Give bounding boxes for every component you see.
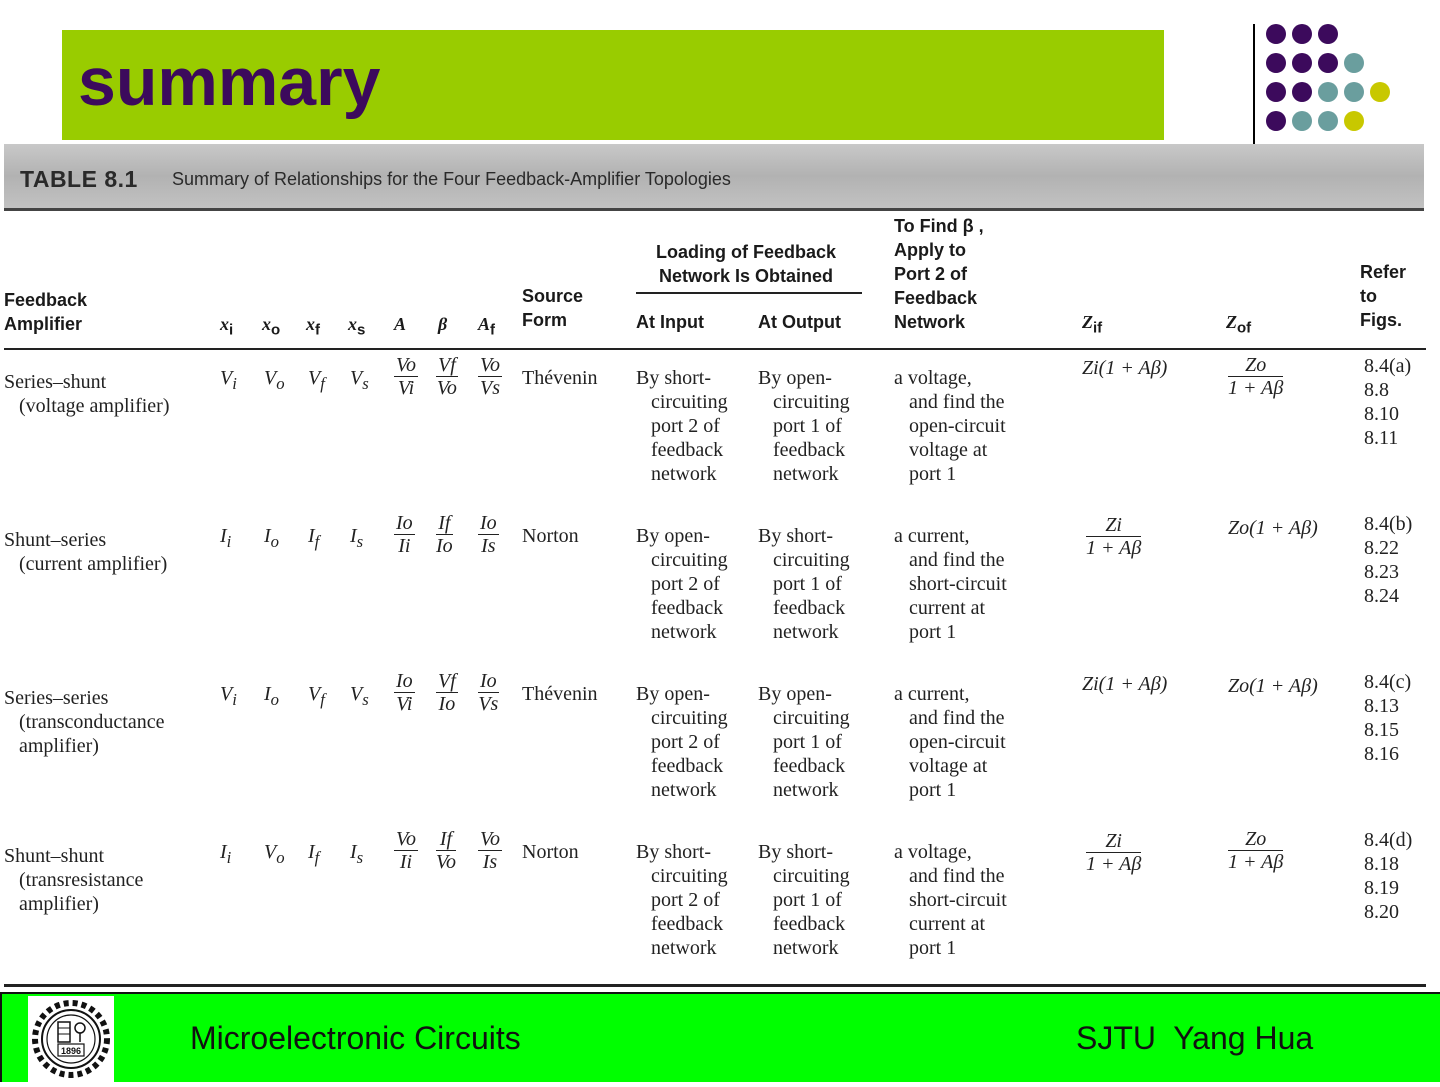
feedback-factor-beta-denominator: Io	[436, 535, 453, 557]
signal-xf	[308, 366, 325, 396]
amplifier-type: Shunt–series (current amplifier)	[4, 529, 168, 575]
feedback-factor-beta	[436, 828, 456, 873]
footer-course-name: Microelectronic Circuits	[190, 1020, 521, 1056]
amplifier-type: Series–shunt (voltage amplifier)	[4, 371, 170, 417]
closed-loop-gain-Af	[478, 828, 502, 873]
source-form: Thévenin	[522, 683, 598, 705]
input-impedance-zif: Zi(1 + Aβ)	[1082, 357, 1168, 379]
signal-xo	[264, 840, 285, 870]
title-bar	[62, 30, 1164, 140]
signal-xs-main: I	[350, 841, 357, 863]
feedback-factor-beta-denominator: Vo	[436, 851, 456, 873]
decorative-dot	[1344, 53, 1364, 73]
signal-xf-main: V	[308, 367, 321, 389]
source-form: Norton	[522, 525, 579, 547]
input-impedance-zif-denominator: 1 + Aβ	[1086, 853, 1142, 875]
gain-A	[394, 512, 415, 557]
feedback-factor-beta	[436, 512, 453, 557]
header-zif-sub: if	[1093, 319, 1103, 337]
feedback-factor-beta	[436, 354, 458, 399]
signal-xo-sub: o	[276, 374, 285, 393]
header-at-input: At Input	[636, 312, 704, 332]
output-impedance-zof-numerator: Zo	[1228, 354, 1283, 377]
header-to-find-beta: To Find β , Apply to Port 2 of Feedback Network	[894, 216, 984, 332]
feedback-factor-beta-numerator: Vf	[438, 670, 456, 692]
signal-xi-main: I	[220, 525, 227, 547]
signal-xf-main: V	[308, 683, 321, 705]
decorative-dot	[1266, 53, 1286, 73]
source-form: Norton	[522, 841, 579, 863]
output-impedance-zof-denominator: 1 + Aβ	[1228, 377, 1284, 399]
header-xf	[306, 312, 320, 343]
signal-xi-main: V	[220, 683, 233, 705]
loading-at-input: By short- circuiting port 2 of feedback network	[636, 841, 728, 959]
signal-xo-main: V	[264, 841, 277, 863]
closed-loop-gain-Af	[478, 512, 499, 557]
header-xs-sub: s	[357, 321, 366, 339]
output-impedance-zof: Zo(1 + Aβ)	[1228, 517, 1318, 539]
signal-xs-main: V	[350, 367, 363, 389]
signal-xs-sub: s	[362, 690, 369, 709]
signal-xf-sub: f	[314, 532, 320, 551]
decorative-dot	[1344, 82, 1364, 102]
table-number: TABLE 8.1	[20, 166, 138, 192]
signal-xs-main: V	[350, 683, 363, 705]
header-xo-sub: o	[271, 321, 281, 339]
header-xf-sub: f	[315, 321, 320, 339]
gain-A-numerator: Io	[396, 670, 413, 692]
signal-xo-sub: o	[276, 848, 285, 867]
gain-A-denominator: Vi	[396, 693, 413, 715]
feedback-factor-beta-denominator: Io	[438, 693, 456, 715]
loading-at-input: By open- circuiting port 2 of feedback network	[636, 683, 728, 801]
header-xs	[348, 312, 365, 343]
output-impedance-zof-denominator: 1 + Aβ	[1228, 851, 1284, 873]
signal-xo-sub: o	[270, 690, 279, 709]
figure-references: 8.4(b) 8.22 8.23 8.24	[1364, 513, 1413, 607]
signal-xs	[350, 682, 369, 712]
input-impedance-zif-numerator: Zi	[1086, 514, 1141, 537]
signal-xf	[308, 682, 325, 712]
gain-A-numerator: Vo	[396, 828, 416, 850]
signal-xi-main: V	[220, 367, 233, 389]
signal-xs-sub: s	[356, 532, 364, 551]
table-bottom-rule	[4, 984, 1426, 987]
signal-xs	[350, 366, 369, 396]
decorative-dot-grid	[1266, 24, 1396, 144]
header-zof-sub: of	[1237, 319, 1252, 337]
signal-xi	[220, 682, 237, 712]
gain-A-denominator: Ii	[399, 851, 413, 873]
signal-xo	[264, 682, 279, 712]
loading-at-output: By open- circuiting port 1 of feedback network	[758, 683, 850, 801]
signal-xo-main: I	[264, 683, 271, 705]
signal-xi-sub: i	[232, 374, 237, 393]
gain-A	[394, 670, 415, 715]
loading-at-output: By short- circuiting port 1 of feedback network	[758, 525, 850, 643]
header-A-main: A	[394, 314, 407, 334]
header-beta-main: β	[438, 314, 448, 334]
feedback-factor-beta-numerator: If	[436, 512, 453, 535]
figure-references: 8.4(a) 8.8 8.10 8.11	[1364, 355, 1412, 449]
gain-A-numerator: Io	[396, 512, 413, 534]
gear-seal-icon	[28, 996, 114, 1082]
signal-xs-sub: s	[356, 848, 364, 867]
closed-loop-gain-Af-denominator: Is	[482, 851, 498, 873]
decorative-dot	[1344, 111, 1364, 131]
header-source-form: Source Form	[522, 286, 584, 330]
header-zif-main: Z	[1082, 312, 1093, 332]
decorative-dot	[1292, 24, 1312, 44]
closed-loop-gain-Af-denominator: Is	[481, 535, 496, 557]
signal-xf-sub: f	[314, 848, 320, 867]
header-A	[394, 312, 406, 336]
header-xo-main: x	[262, 314, 271, 334]
signal-xi-sub: i	[226, 848, 232, 867]
signal-xi	[220, 366, 237, 396]
signal-xf-main: I	[308, 841, 315, 863]
title-divider	[1253, 24, 1255, 144]
header-Af-main: A	[478, 314, 491, 334]
gain-A-denominator: Vi	[397, 377, 415, 399]
feedback-factor-beta	[436, 670, 458, 715]
decorative-dot	[1266, 111, 1286, 131]
gain-A-denominator: Ii	[398, 535, 411, 557]
header-Af	[478, 312, 495, 343]
signal-xi	[220, 524, 231, 554]
decorative-dot	[1266, 82, 1286, 102]
signal-xo	[264, 524, 279, 554]
closed-loop-gain-Af-numerator: Io	[480, 512, 497, 534]
header-xs-main: x	[348, 314, 357, 334]
loading-at-input: By open- circuiting port 2 of feedback network	[636, 525, 728, 643]
to-find-beta: a voltage, and find the open-circuit voltage at port 1	[894, 367, 1006, 485]
closed-loop-gain-Af-numerator: Vo	[480, 828, 500, 850]
signal-xs-sub: s	[362, 374, 369, 393]
closed-loop-gain-Af-denominator: Vs	[480, 377, 500, 399]
feedback-factor-beta-numerator: Vf	[438, 354, 456, 376]
svg-text:1896: 1896	[60, 1046, 82, 1056]
amplifier-type: Series–series (transconductance amplifier)	[4, 687, 165, 757]
output-impedance-zof-numerator: Zo	[1228, 828, 1283, 851]
decorative-dot	[1318, 82, 1338, 102]
closed-loop-gain-Af-denominator: Vs	[478, 693, 499, 715]
decorative-dot	[1370, 82, 1390, 102]
loading-at-output: By open- circuiting port 1 of feedback network	[758, 367, 850, 485]
footer-author: SJTU Yang Hua	[1076, 1020, 1314, 1056]
header-refer-figs: Refer to Figs.	[1360, 262, 1407, 330]
gain-A	[394, 828, 418, 873]
feedback-factor-beta-denominator: Vo	[436, 377, 457, 399]
input-impedance-zif-numerator: Zi	[1086, 830, 1141, 853]
header-Af-sub: f	[490, 321, 496, 339]
decorative-dot	[1318, 53, 1338, 73]
to-find-beta: a current, and find the short-circuit current at port 1	[894, 525, 1007, 643]
feedback-factor-beta-numerator: If	[436, 828, 456, 851]
loading-at-output: By short- circuiting port 1 of feedback network	[758, 841, 850, 959]
header-at-output: At Output	[758, 312, 841, 332]
source-form: Thévenin	[522, 367, 598, 389]
header-xf-main: x	[306, 314, 315, 334]
decorative-dot	[1318, 24, 1338, 44]
loading-at-input: By short- circuiting port 2 of feedback network	[636, 367, 728, 485]
figure-references: 8.4(c) 8.13 8.15 8.16	[1364, 671, 1412, 765]
signal-xo-main: I	[264, 525, 271, 547]
signal-xi-main: I	[220, 841, 227, 863]
signal-xf-sub: f	[320, 374, 325, 393]
header-feedback-amplifier: Feedback Amplifier	[4, 290, 88, 334]
decorative-dot	[1292, 53, 1312, 73]
input-impedance-zif: Zi(1 + Aβ)	[1082, 673, 1168, 695]
to-find-beta: a current, and find the open-circuit voltage at port 1	[894, 683, 1006, 801]
table-caption-band	[4, 144, 1424, 211]
sjtu-logo	[28, 996, 114, 1082]
signal-xo	[264, 366, 285, 396]
header-beta	[438, 312, 447, 336]
input-impedance-zif-denominator: 1 + Aβ	[1086, 537, 1142, 559]
signal-xo-sub: o	[270, 532, 279, 551]
header-loading-group: Loading of Feedback Network Is Obtained	[656, 242, 837, 286]
closed-loop-gain-Af	[478, 354, 502, 399]
header-xi-sub: i	[229, 321, 234, 339]
closed-loop-gain-Af-numerator: Io	[480, 670, 497, 692]
signal-xf-sub: f	[320, 690, 325, 709]
signal-xf	[308, 524, 319, 554]
header-xi-main: x	[220, 314, 229, 334]
input-impedance-zif	[1086, 830, 1141, 875]
signal-xs-main: I	[350, 525, 357, 547]
decorative-dot	[1318, 111, 1338, 131]
figure-references: 8.4(d) 8.18 8.19 8.20	[1364, 829, 1413, 923]
amplifier-type: Shunt–shunt (transresistance amplifier)	[4, 845, 144, 915]
header-rule	[4, 348, 1426, 350]
signal-xs	[350, 840, 363, 870]
to-find-beta: a voltage, and find the short-circuit current at port 1	[894, 841, 1007, 959]
signal-xf-main: I	[308, 525, 315, 547]
input-impedance-zif	[1086, 514, 1141, 559]
header-zof	[1226, 310, 1251, 341]
summary-table	[0, 142, 1440, 992]
signal-xi-sub: i	[226, 532, 232, 551]
decorative-dot	[1292, 111, 1312, 131]
slide-title: summary	[78, 44, 381, 120]
footer-bar	[0, 992, 1440, 1082]
gain-A-numerator: Vo	[396, 354, 416, 376]
signal-xs	[350, 524, 363, 554]
footer-left-edge	[0, 994, 2, 1082]
header-zif	[1082, 310, 1102, 341]
header-zof-main: Z	[1226, 312, 1237, 332]
output-impedance-zof	[1228, 354, 1283, 399]
closed-loop-gain-Af	[478, 670, 499, 715]
signal-xi	[220, 840, 231, 870]
header-xo	[262, 312, 280, 343]
output-impedance-zof: Zo(1 + Aβ)	[1228, 675, 1318, 697]
decorative-dot	[1266, 24, 1286, 44]
signal-xi-sub: i	[232, 690, 237, 709]
signal-xf	[308, 840, 319, 870]
table-caption: Summary of Relationships for the Four Feedback-Amplifier Topologies	[172, 169, 731, 189]
output-impedance-zof	[1228, 828, 1283, 873]
loading-group-rule	[636, 292, 862, 294]
header-xi	[220, 312, 233, 343]
closed-loop-gain-Af-numerator: Vo	[480, 354, 500, 376]
gain-A	[394, 354, 418, 399]
decorative-dot	[1292, 82, 1312, 102]
signal-xo-main: V	[264, 367, 277, 389]
